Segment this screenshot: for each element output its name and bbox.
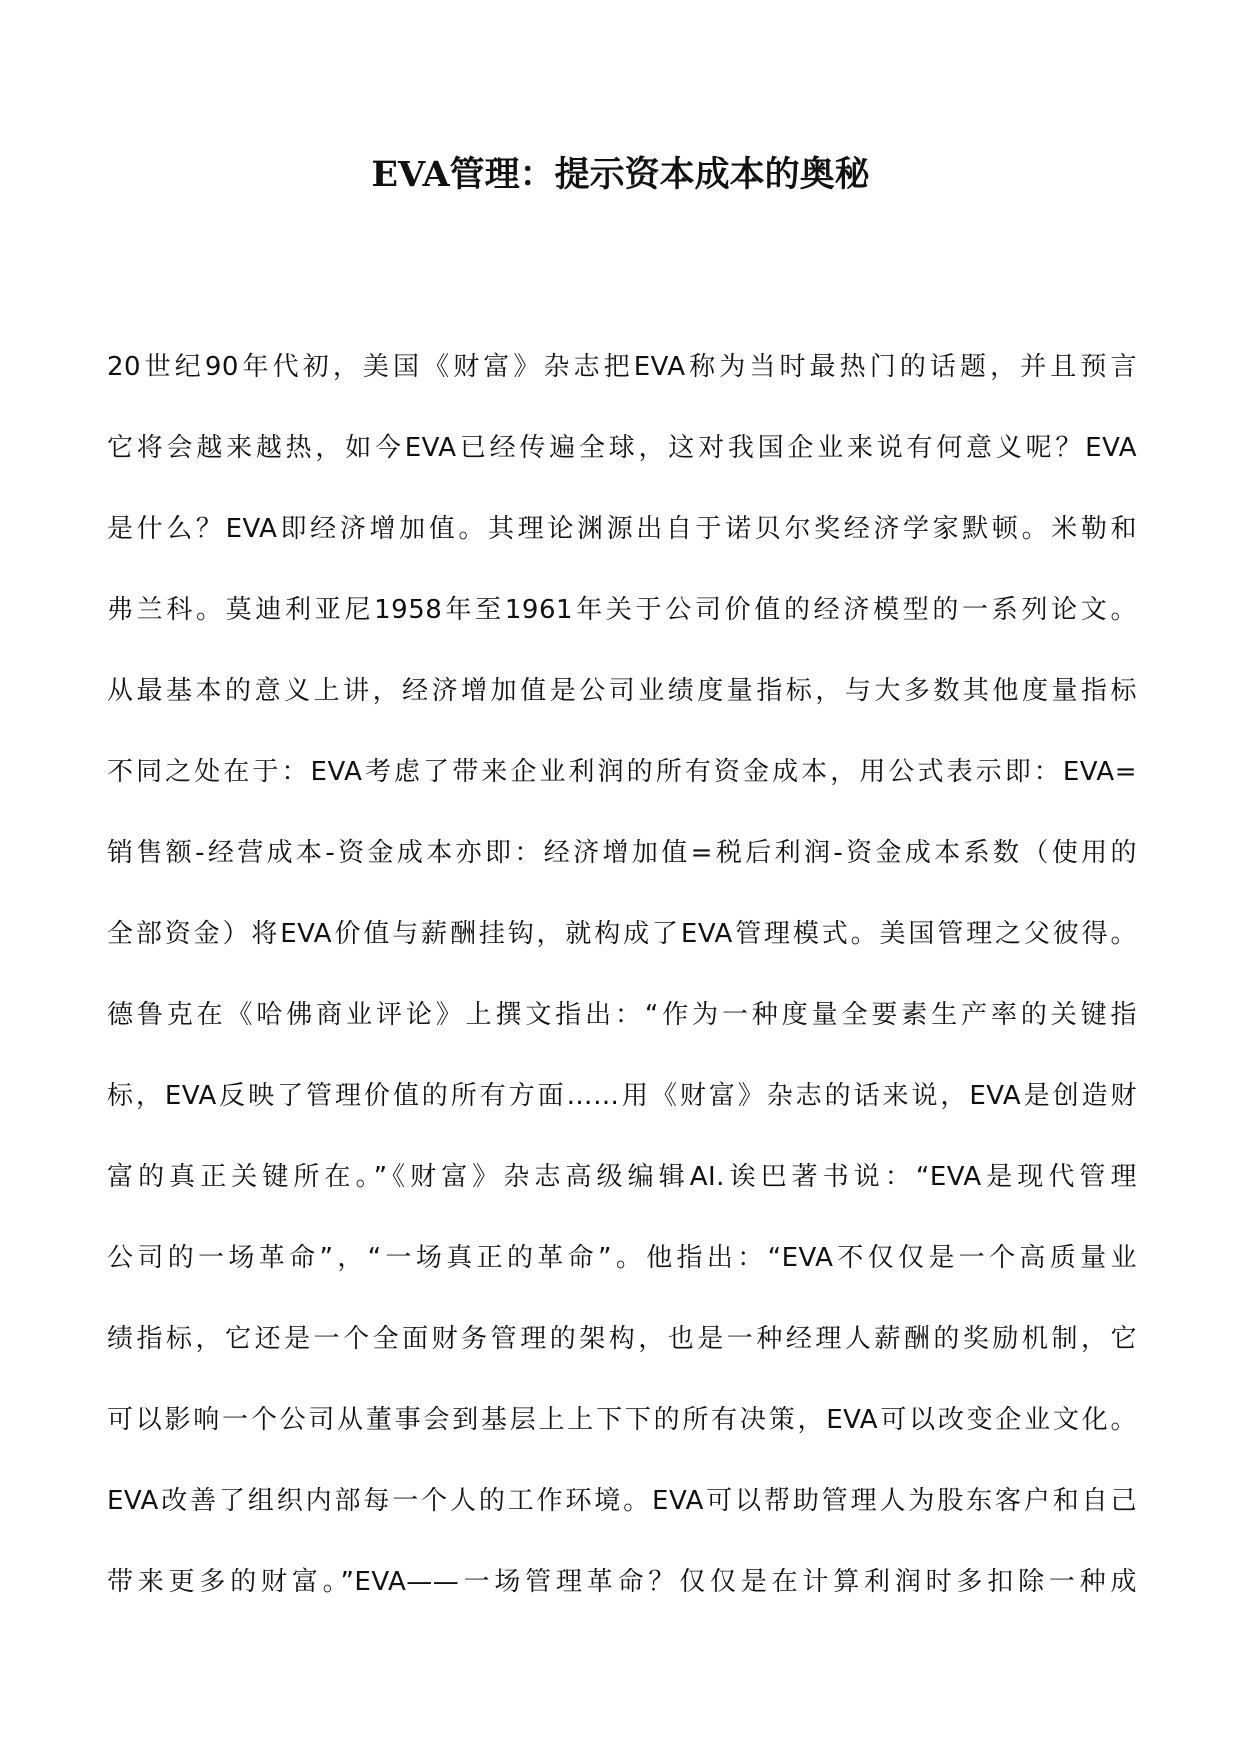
text-line: 弗兰科。莫迪利亚尼1958年至1961年关于公司价值的经济模型的一系列论文。 xyxy=(107,595,1137,625)
text-line: 全部资金）将EVA价值与薪酬挂钩，就构成了EVA管理模式。美国管理之父彼得。 xyxy=(107,919,1137,949)
text-line: 公司的一场革命”，“一场真正的革命”。他指出：“EVA不仅仅是一个高质量业 xyxy=(107,1243,1137,1273)
text-line: 销售额-经营成本-资金成本亦即：经济增加值=税后利润-资金成本系数（使用的 xyxy=(107,838,1137,868)
text-line: 绩指标，它还是一个全面财务管理的架构，也是一种经理人薪酬的奖励机制，它 xyxy=(107,1324,1137,1354)
text-line: 从最基本的意义上讲，经济增加值是公司业绩度量指标，与大多数其他度量指标 xyxy=(107,676,1137,706)
body-paragraph xyxy=(107,342,1137,1638)
text-line: 富的真正关键所在。”《财富》杂志高级编辑AI.诶巴著书说：“EVA是现代管理 xyxy=(107,1162,1137,1192)
text-line: 标，EVA反映了管理价值的所有方面……用《财富》杂志的话来说，EVA是创造财 xyxy=(107,1081,1137,1111)
text-line: 是什么？EVA即经济增加值。其理论渊源出自于诺贝尔奖经济学家默顿。米勒和 xyxy=(107,514,1137,544)
text-line: 带来更多的财富。”EVA——一场管理革命？仅仅是在计算利润时多扣除一种成 xyxy=(107,1567,1137,1597)
page-title: EVA管理：提示资本成本的奥秘 xyxy=(371,154,870,195)
text-line: EVA改善了组织内部每一个人的工作环境。EVA可以帮助管理人为股东客户和自己 xyxy=(107,1486,1137,1516)
text-line: 20世纪90年代初，美国《财富》杂志把EVA称为当时最热门的话题，并且预言 xyxy=(107,352,1137,382)
text-line: 不同之处在于：EVA考虑了带来企业利润的所有资金成本，用公式表示即：EVA= xyxy=(107,757,1137,787)
text-line: 德鲁克在《哈佛商业评论》上撰文指出：“作为一种度量全要素生产率的关键指 xyxy=(107,1000,1137,1030)
text-line: 可以影响一个公司从董事会到基层上上下下的所有决策，EVA可以改变企业文化。 xyxy=(107,1405,1137,1435)
text-line: 它将会越来越热，如今EVA已经传遍全球，这对我国企业来说有何意义呢？EVA xyxy=(107,433,1137,463)
